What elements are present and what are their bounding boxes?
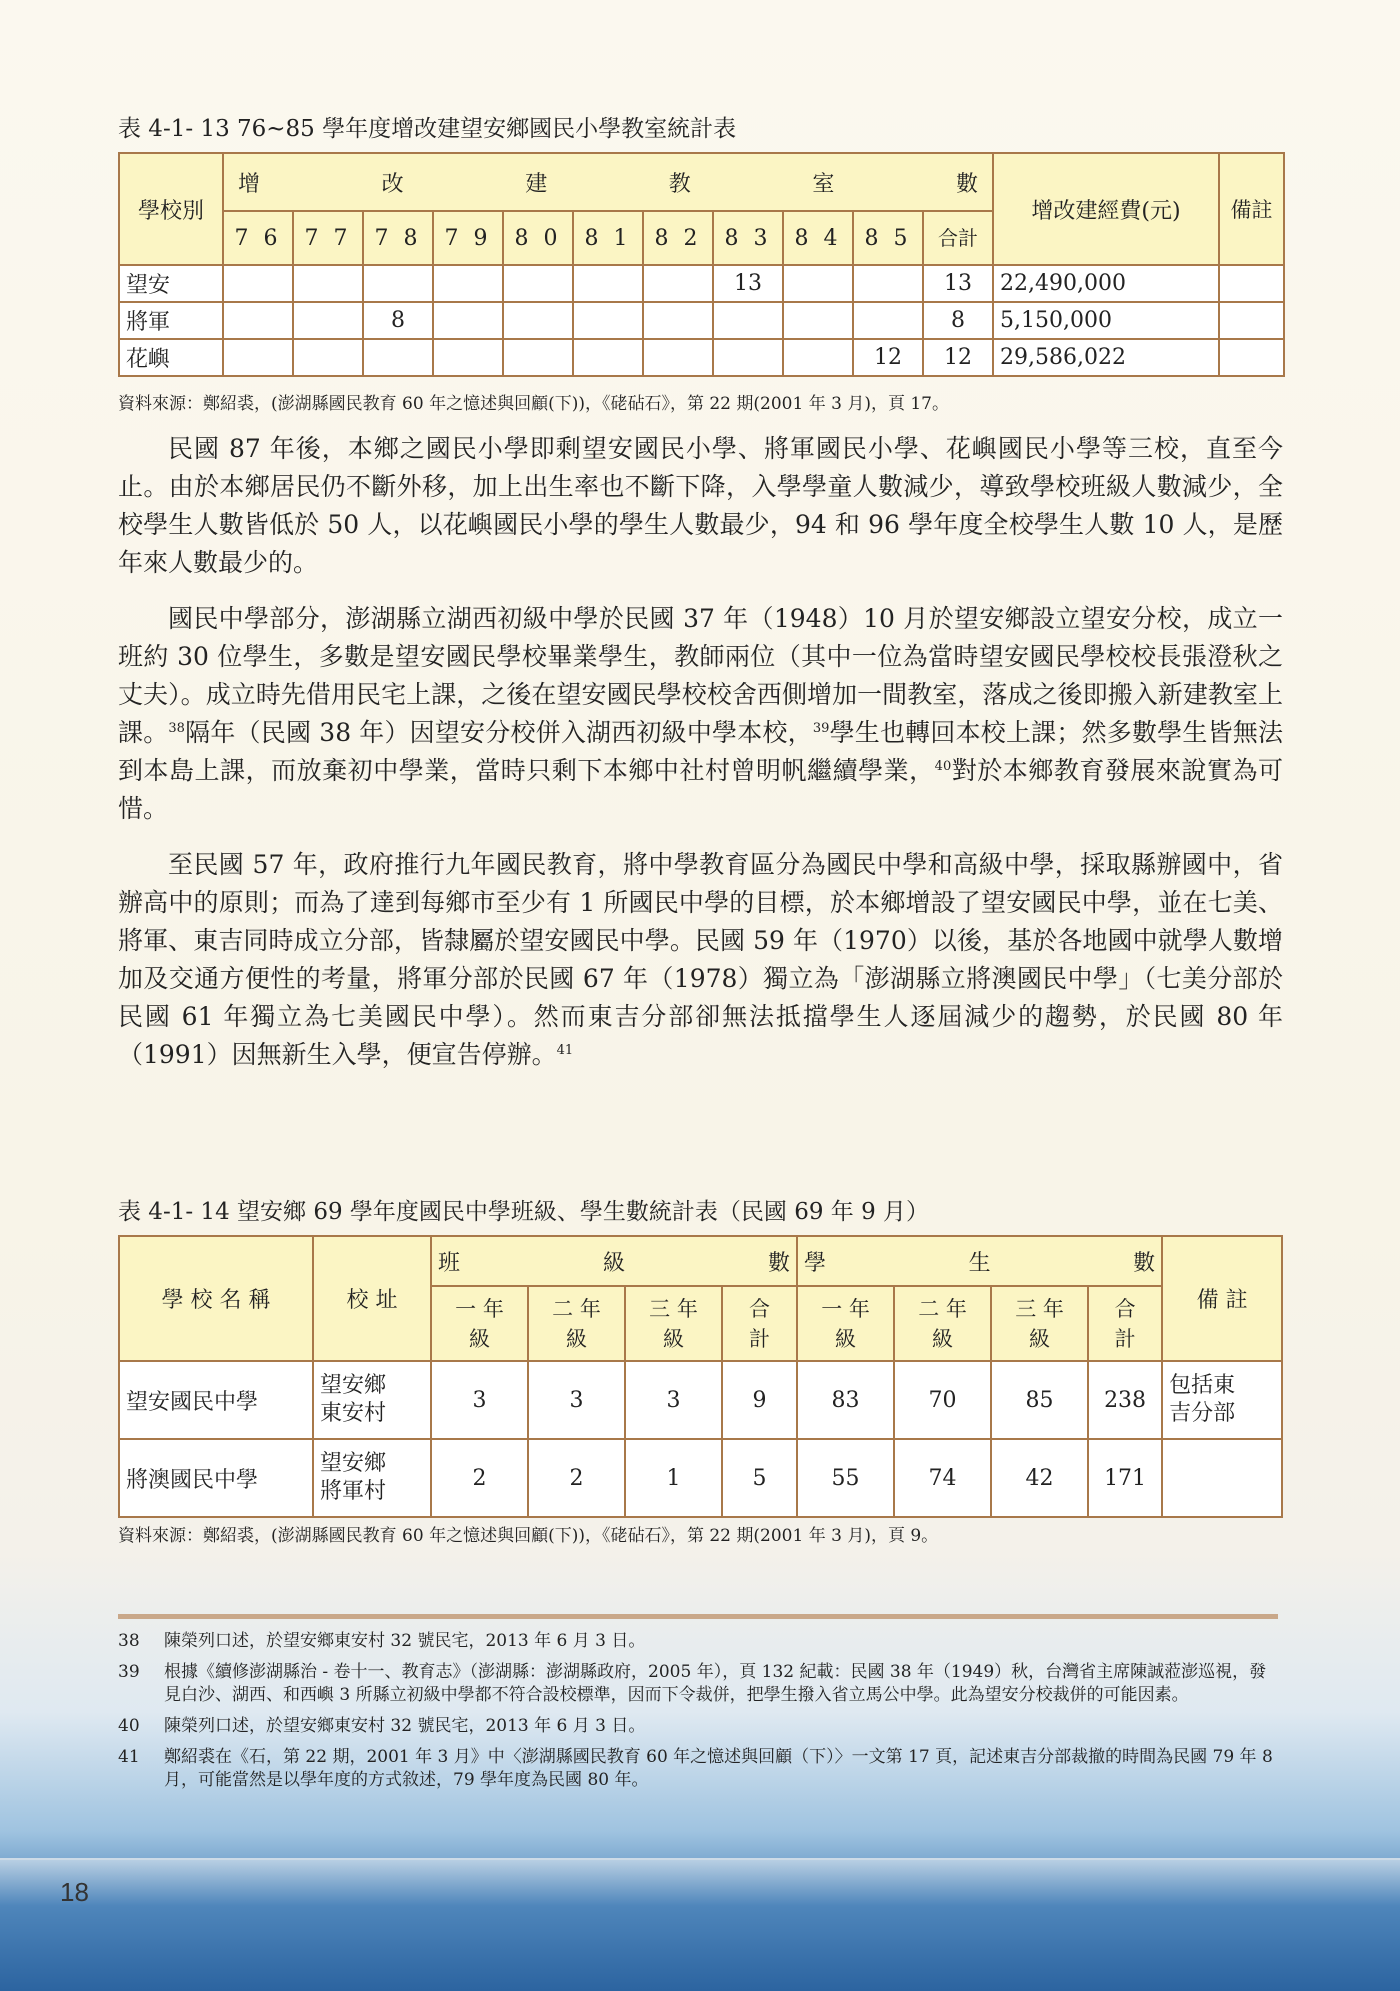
classroom-count-cell [853, 302, 923, 339]
header-grade [797, 1286, 894, 1361]
header-year: 8 3 [713, 211, 783, 265]
count-cell: 2 [431, 1439, 528, 1517]
footnote-text: 陳榮列口述，於望安鄉東安村 32 號民宅，2013 年 6 月 3 日。 [164, 1716, 646, 1736]
header-group-char: 班 [438, 1250, 461, 1276]
remark-cell [1219, 339, 1284, 376]
footnote-number: 41 [118, 1747, 140, 1767]
remark-cell [1162, 1361, 1282, 1439]
table1-caption: 表 4-1- 13 76~85 學年度增改建望安鄉國民小學教室統計表 [118, 116, 737, 142]
address-line: 將軍村 [320, 1479, 387, 1504]
header-grade-line1: 合 [1114, 1296, 1136, 1321]
table1-wrapper [118, 152, 1283, 377]
page-number: 18 [60, 1877, 89, 1907]
school-cell: 將軍 [119, 302, 223, 339]
count-cell: 83 [797, 1361, 894, 1439]
total-cell: 12 [923, 339, 993, 376]
count-cell: 70 [894, 1361, 991, 1439]
classroom-count-cell [503, 302, 573, 339]
paragraph-text: 民國 87 年後，本鄉之國民小學即剩望安國民小學、將軍國民小學、花嶼國民小學等三校，直至今止。由於本鄉居民仍不斷外移，加上出生率也不斷下降，入學學童人數減少，導致學校班級人數減少，全校學生人數皆低於 50 人，以花嶼國民小學的學生人數最少，94 和 96 學年度全校學生人數 10 人，是歷年來人數最少的。 [118, 434, 1283, 577]
header-grade-line1: 一 年 [455, 1296, 504, 1321]
paragraph-text: 至民國 57 年，政府推行九年國民教育，將中學教育區分為國民中學和高級中學，採取縣辦國中，省辦高中的原則；而為了達到每鄉市至少有 1 所國民中學的目標，於本鄉增設了望安國民中學，並在七美、將軍、東吉同時成立分部，皆隸屬於望安國民中學。民國 59 年（1970）以後，基於各地國中就學人數增加及交通方便性的考量，將軍分部於民國 67 年（1978）獨立為「澎湖縣立將澳國民中學」（七美分部於民國 61 年獨立為七美國民中學）。然而東吉分部卻無法抵擋學生人逐屆減少的趨勢，於民國 80 年（1991）因無新生入學，便宣告停辦。 [118, 850, 1283, 1069]
classroom-count-cell [853, 265, 923, 302]
header-grade-line1: 一 年 [821, 1296, 870, 1321]
header-grade-line2: 級 [932, 1326, 954, 1351]
header-grade [722, 1286, 797, 1361]
classroom-count-cell [223, 302, 293, 339]
header-total: 合計 [923, 211, 993, 265]
sea-background-image [0, 1860, 1400, 1991]
footnote [118, 1661, 1283, 1707]
classroom-count-cell [783, 339, 853, 376]
school-cell: 望安 [119, 265, 223, 302]
table2-source: 資料來源：鄭紹裘，(澎湖縣國民教育 60 年之憶述與回顧(下))，《硓砧石》，第 22 期(2001 年 3 月)，頁 9。 [118, 1526, 939, 1546]
header-group-char: 生 [968, 1250, 991, 1276]
header-group-char: 學 [804, 1250, 827, 1276]
header-class-count [438, 1246, 790, 1277]
count-cell: 74 [894, 1439, 991, 1517]
header-grade-line2: 級 [835, 1326, 857, 1351]
address-line: 望安鄉 [320, 1451, 387, 1476]
count-cell: 2 [528, 1439, 625, 1517]
cost-cell: 29,586,022 [993, 339, 1219, 376]
header-address: 校 址 [313, 1236, 431, 1361]
count-cell: 9 [722, 1361, 797, 1439]
count-cell: 171 [1088, 1439, 1162, 1517]
header-grade-line2: 計 [749, 1326, 771, 1351]
paragraph-text: 學生也轉回本校上課；然多數學生皆無法到本島上課，而放棄初中學業，當時只剩下本鄉中社村曾明帆繼續學業， [118, 718, 1283, 785]
classroom-count-cell [223, 339, 293, 376]
count-cell: 1 [625, 1439, 722, 1517]
header-grade [625, 1286, 722, 1361]
header-year: 7 9 [433, 211, 503, 265]
classroom-count-cell [783, 302, 853, 339]
total-cell: 8 [923, 302, 993, 339]
count-cell: 3 [625, 1361, 722, 1439]
count-cell: 55 [797, 1439, 894, 1517]
body-text [118, 430, 1283, 1092]
footnote-number: 39 [118, 1662, 140, 1682]
header-grade [1088, 1286, 1162, 1361]
classroom-count-cell [433, 265, 503, 302]
header-year: 8 5 [853, 211, 923, 265]
header-student-count [804, 1246, 1155, 1277]
classroom-count-cell [643, 339, 713, 376]
table-row [119, 339, 1284, 376]
count-cell: 3 [528, 1361, 625, 1439]
footnote-number: 38 [118, 1631, 140, 1651]
table-row [119, 1361, 1282, 1439]
header-group-char: 數 [768, 1250, 791, 1276]
classroom-count-cell [293, 265, 363, 302]
header-group-char: 增 [238, 171, 261, 197]
header-grade [991, 1286, 1088, 1361]
paragraph [118, 600, 1283, 828]
paragraph [118, 430, 1283, 582]
footnote-ref[interactable]: 38 [168, 721, 185, 736]
table2 [118, 1235, 1283, 1518]
header-grade-line2: 級 [566, 1326, 587, 1351]
paragraph-text: 隔年（民國 38 年）因望安分校併入湖西初級中學本校， [184, 718, 813, 747]
header-grade-line1: 二 年 [552, 1296, 601, 1321]
header-year: 7 8 [363, 211, 433, 265]
classroom-count-cell [223, 265, 293, 302]
header-grade [431, 1286, 528, 1361]
footnote [118, 1630, 1283, 1653]
school-name-cell: 將澳國民中學 [119, 1439, 313, 1517]
header-grade-line2: 級 [1029, 1326, 1051, 1351]
header-grade-line1: 二 年 [918, 1296, 967, 1321]
header-grade-line1: 三 年 [649, 1296, 698, 1321]
table-row [119, 302, 1284, 339]
table1 [118, 152, 1285, 377]
classroom-count-cell [363, 339, 433, 376]
classroom-count-cell [433, 302, 503, 339]
header-remark: 備 註 [1162, 1236, 1282, 1361]
header-cost: 增改建經費(元) [993, 153, 1219, 265]
header-grade [528, 1286, 625, 1361]
classroom-count-cell [783, 265, 853, 302]
header-grade-line2: 級 [469, 1326, 490, 1351]
table1-source: 資料來源：鄭紹裘，(澎湖縣國民教育 60 年之憶述與回顧(下))，《硓砧石》，第 22 期(2001 年 3 月)，頁 17。 [118, 394, 949, 414]
footnote-ref[interactable]: 41 [556, 1043, 574, 1058]
classroom-count-cell [573, 265, 643, 302]
table2-wrapper [118, 1235, 1283, 1518]
footnote [118, 1746, 1283, 1792]
header-group-char: 教 [668, 171, 691, 197]
header-year: 8 4 [783, 211, 853, 265]
address-cell [313, 1439, 431, 1517]
table-row [119, 1439, 1282, 1517]
paragraph-text: 對於本鄉教育發展來說實為可惜。 [118, 756, 1283, 823]
school-cell: 花嶼 [119, 339, 223, 376]
header-remark: 備註 [1219, 153, 1284, 265]
total-cell: 13 [923, 265, 993, 302]
classroom-count-cell [573, 339, 643, 376]
classroom-count-cell [573, 302, 643, 339]
classroom-count-cell [713, 302, 783, 339]
cost-cell: 22,490,000 [993, 265, 1219, 302]
classroom-count-cell: 12 [853, 339, 923, 376]
header-group-char: 數 [955, 171, 978, 197]
school-name-cell: 望安國民中學 [119, 1361, 313, 1439]
count-cell: 3 [431, 1361, 528, 1439]
remark-cell [1219, 302, 1284, 339]
header-group-char: 改 [381, 171, 404, 197]
classroom-count-cell [503, 265, 573, 302]
paragraph [118, 846, 1283, 1074]
classroom-count-cell [433, 339, 503, 376]
classroom-count-cell [643, 302, 713, 339]
header-group-char: 建 [525, 171, 548, 197]
paragraph-text: 國民中學部分，澎湖縣立湖西初級中學於民國 37 年（1948）10 月於望安鄉設立望安分校，成立一班約 30 位學生，多數是望安國民學校畢業學生，教師兩位（其中一位為當時望安國民學校校長張澄秋之丈夫）。成立時先借用民宅上課，之後在望安國民學校校舍西側增加一間教室，落成之後即搬入新建教室上課。 [118, 604, 1283, 747]
footnotes [118, 1630, 1283, 1800]
header-year: 7 6 [223, 211, 293, 265]
classroom-count-cell [643, 265, 713, 302]
header-year: 8 0 [503, 211, 573, 265]
footnote-divider [118, 1614, 1278, 1619]
header-year: 8 1 [573, 211, 643, 265]
header-group-char: 室 [812, 171, 835, 197]
header-grade-line2: 計 [1114, 1326, 1136, 1351]
classroom-count-cell [293, 339, 363, 376]
footnote-text: 根據《續修澎湖縣治 - 卷十一、教育志》（澎湖縣：澎湖縣政府，2005 年），頁 132 紀載：民國 38 年（1949）秋，台灣省主席陳誠蒞澎巡視，發見白沙、湖西、和西嶼 3 所縣立初級中學都不符合設校標準，因而下令裁併，把學生撥入省立馬公中學。此為望安分校裁併的可能因素。 [164, 1662, 1267, 1705]
classroom-count-cell [713, 339, 783, 376]
classroom-count-cell [293, 302, 363, 339]
header-group-char: 級 [603, 1250, 626, 1276]
classroom-count-cell: 8 [363, 302, 433, 339]
header-grade-line2: 級 [663, 1326, 684, 1351]
table-row [119, 265, 1284, 302]
footnote-text: 陳榮列口述，於望安鄉東安村 32 號民宅，2013 年 6 月 3 日。 [164, 1631, 646, 1651]
header-school: 學校別 [119, 153, 223, 265]
address-line: 東安村 [320, 1401, 387, 1426]
classroom-count-cell [503, 339, 573, 376]
remark-cell [1162, 1439, 1282, 1517]
header-year: 7 7 [293, 211, 363, 265]
header-grade [894, 1286, 991, 1361]
remark-line: 包括東 [1169, 1373, 1236, 1398]
count-cell: 42 [991, 1439, 1088, 1517]
classroom-count-cell [363, 265, 433, 302]
header-year: 8 2 [643, 211, 713, 265]
table2-caption: 表 4-1- 14 望安鄉 69 學年度國民中學班級、學生數統計表（民國 69 年 9 月） [118, 1199, 930, 1225]
remark-cell [1219, 265, 1284, 302]
count-cell: 85 [991, 1361, 1088, 1439]
count-cell: 238 [1088, 1361, 1162, 1439]
cost-cell: 5,150,000 [993, 302, 1219, 339]
header-grade-line1: 三 年 [1015, 1296, 1064, 1321]
address-cell [313, 1361, 431, 1439]
header-group-char: 數 [1133, 1250, 1156, 1276]
header-grade-line1: 合 [749, 1296, 771, 1321]
footnote-number: 40 [118, 1716, 140, 1736]
footnote-text: 鄭紹裘在《石，第 22 期，2001 年 3 月》中〈澎湖縣國民教育 60 年之憶述與回顧（下）〉一文第 17 頁，記述東吉分部裁撤的時間為民國 79 年 8 月，可能當然是以學年度的方式敘述，79 學年度為民國 80 年。 [164, 1747, 1273, 1790]
footnote [118, 1715, 1283, 1738]
header-classroom-count [238, 167, 978, 198]
address-line: 望安鄉 [320, 1373, 387, 1398]
footnote-ref[interactable]: 40 [934, 759, 952, 774]
count-cell: 5 [722, 1439, 797, 1517]
footnote-ref[interactable]: 39 [812, 721, 830, 736]
header-school-name: 學 校 名 稱 [119, 1236, 313, 1361]
classroom-count-cell: 13 [713, 265, 783, 302]
remark-line: 吉分部 [1169, 1401, 1236, 1426]
